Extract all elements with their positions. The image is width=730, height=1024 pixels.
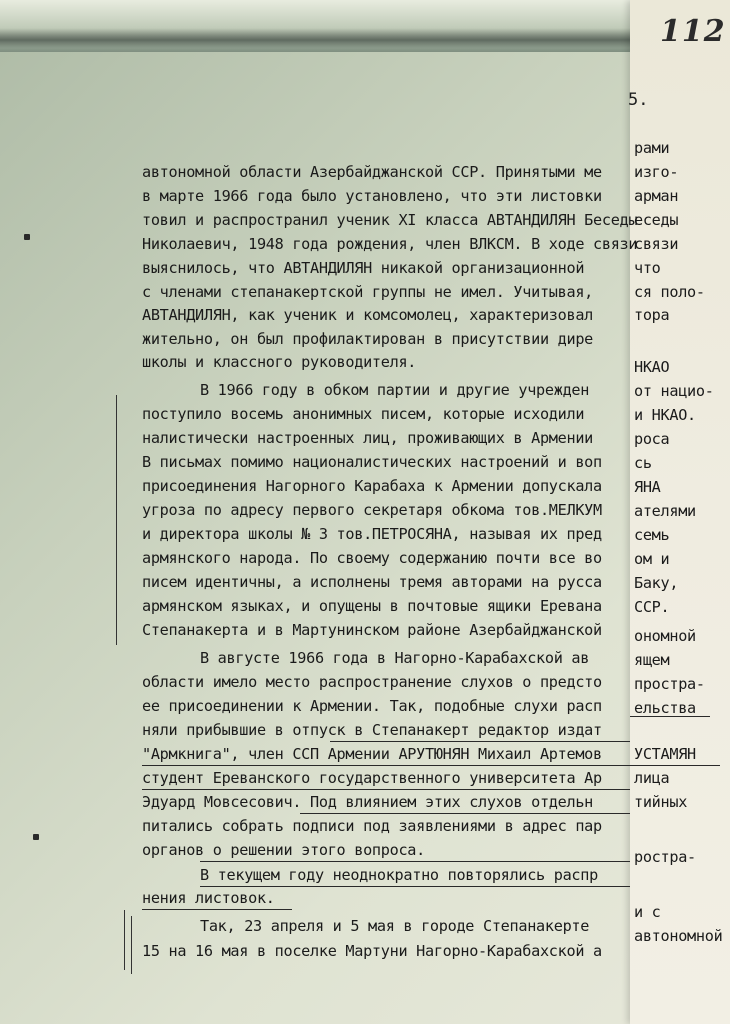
- right-text-line: лица: [634, 769, 670, 787]
- right-text-line: УСТАМЯН: [634, 745, 696, 763]
- pen-underline: [200, 886, 630, 887]
- text-line: 15 на 16 мая в поселке Мартуни Нагорно-Карабахской а: [142, 942, 602, 960]
- right-text-line: ССР.: [634, 598, 670, 616]
- text-line: нения листовок.: [142, 889, 275, 907]
- margin-vertical-line-1: [116, 395, 117, 645]
- pen-underline: [142, 765, 630, 766]
- text-line: студент Ереванского государственного университета Ар: [142, 769, 602, 787]
- right-text-line: семь: [634, 526, 670, 544]
- page-top-shadow: [0, 28, 630, 48]
- right-text-line: ателями: [634, 502, 696, 520]
- right-text-line: Баку,: [634, 574, 679, 592]
- text-line: в марте 1966 года было установлено, что эти листовки: [142, 187, 602, 205]
- handwritten-page-number: 112: [660, 14, 726, 49]
- margin-vertical-line-3: [131, 916, 132, 974]
- right-text-line: ящем: [634, 651, 670, 669]
- right-text-line: ономной: [634, 627, 696, 645]
- pen-underline: [142, 909, 292, 910]
- text-line: "Армкнига", член ССП Армении АРУТЮНЯН Михаил Артемов: [142, 745, 602, 763]
- margin-dot-1: [24, 234, 30, 240]
- text-line: В письмах помимо националистических настроений и воп: [142, 453, 602, 471]
- text-line: школы и классного руководителя.: [142, 353, 417, 371]
- text-line: и директора школы № 3 тов.ПЕТРОСЯНА, называя их пред: [142, 525, 602, 543]
- text-line: органов о решении этого вопроса.: [142, 841, 425, 859]
- right-text-line: и НКАО.: [634, 406, 696, 424]
- text-line: Николаевич, 1948 года рождения, член ВЛКСМ. В ходе связи: [142, 235, 638, 253]
- pen-underline: [142, 789, 630, 790]
- text-line: В текущем году неоднократно повторялись распр: [200, 866, 598, 884]
- right-text-line: автономной: [634, 927, 723, 945]
- right-text-line: еседы: [634, 211, 679, 229]
- right-text-line: роса: [634, 430, 670, 448]
- text-line: АВТАНДИЛЯН, как ученик и комсомолец, характеризовал: [142, 306, 594, 324]
- text-line: области имело место распространение слухов о предсто: [142, 673, 602, 691]
- text-line: поступило восемь анонимных писем, которые исходили: [142, 405, 585, 423]
- right-text-line: ся поло-: [634, 283, 705, 301]
- text-line: няли прибывшие в отпуск в Степанакерт редактор издат: [142, 721, 602, 739]
- right-text-line: ельства: [634, 699, 696, 717]
- text-line: питались собрать подписи под заявлениями в адрес пар: [142, 817, 602, 835]
- text-line: Эдуард Мовсесович. Под влиянием этих слухов отдельн: [142, 793, 594, 811]
- right-text-line: тийных: [634, 793, 688, 811]
- text-line: с членами степанакертской группы не имел. Учитывая,: [142, 283, 594, 301]
- margin-dot-2: [33, 834, 39, 840]
- text-line: армянском языках, и опущены в почтовые ящики Еревана: [142, 597, 602, 615]
- margin-vertical-line-2: [124, 910, 125, 970]
- text-line: В 1966 году в обком партии и другие учрежден: [200, 381, 590, 399]
- text-line: жительно, он был профилактирован в присутствии дире: [142, 330, 594, 348]
- text-line: налистически настроенных лиц, проживающих в Армении: [142, 429, 594, 447]
- right-text-line: рами: [634, 139, 670, 157]
- pen-underline: [200, 861, 630, 862]
- right-text-line: ростра-: [634, 848, 696, 866]
- pen-underline: [330, 741, 630, 742]
- text-line: В августе 1966 года в Нагорно-Карабахской ав: [200, 649, 590, 667]
- text-line: армянского народа. По своему содержанию почти все во: [142, 549, 602, 567]
- pen-underline: [300, 813, 630, 814]
- text-line: автономной области Азербайджанской ССР. Принятыми ме: [142, 163, 602, 181]
- right-text-line: изго-: [634, 163, 679, 181]
- text-line: Так, 23 апреля и 5 мая в городе Степанакерте: [200, 917, 590, 935]
- right-text-line: ЯНА: [634, 478, 661, 496]
- text-line: выяснилось, что АВТАНДИЛЯН никакой организационной: [142, 259, 585, 277]
- right-text-line: ом и: [634, 550, 670, 568]
- right-text-line: арман: [634, 187, 679, 205]
- text-line: товил и распространил ученик XI класса АВТАНДИЛЯН Беседы: [142, 211, 638, 229]
- right-text-line: что: [634, 259, 661, 277]
- right-text-line: связи: [634, 235, 679, 253]
- right-text-line: сь: [634, 454, 652, 472]
- right-text-line: тора: [634, 306, 670, 324]
- text-line: писем идентичны, а исполнены тремя авторами на русса: [142, 573, 602, 591]
- text-line: ее присоединении к Армении. Так, подобные слухи расп: [142, 697, 602, 715]
- text-line: присоединения Нагорного Карабаха к Армении допускала: [142, 477, 602, 495]
- right-text-line: от нацио-: [634, 382, 714, 400]
- text-line: Степанакерта и в Мартунинском районе Азербайджанской: [142, 621, 602, 639]
- right-text-line: и с: [634, 903, 661, 921]
- right-text-line: НКАО: [634, 358, 670, 376]
- pen-underline: [630, 765, 720, 766]
- text-line: угроза по адресу первого секретаря обкома тов.МЕЛКУМ: [142, 501, 602, 519]
- right-text-line: простра-: [634, 675, 705, 693]
- sheet-number: 5.: [628, 90, 649, 110]
